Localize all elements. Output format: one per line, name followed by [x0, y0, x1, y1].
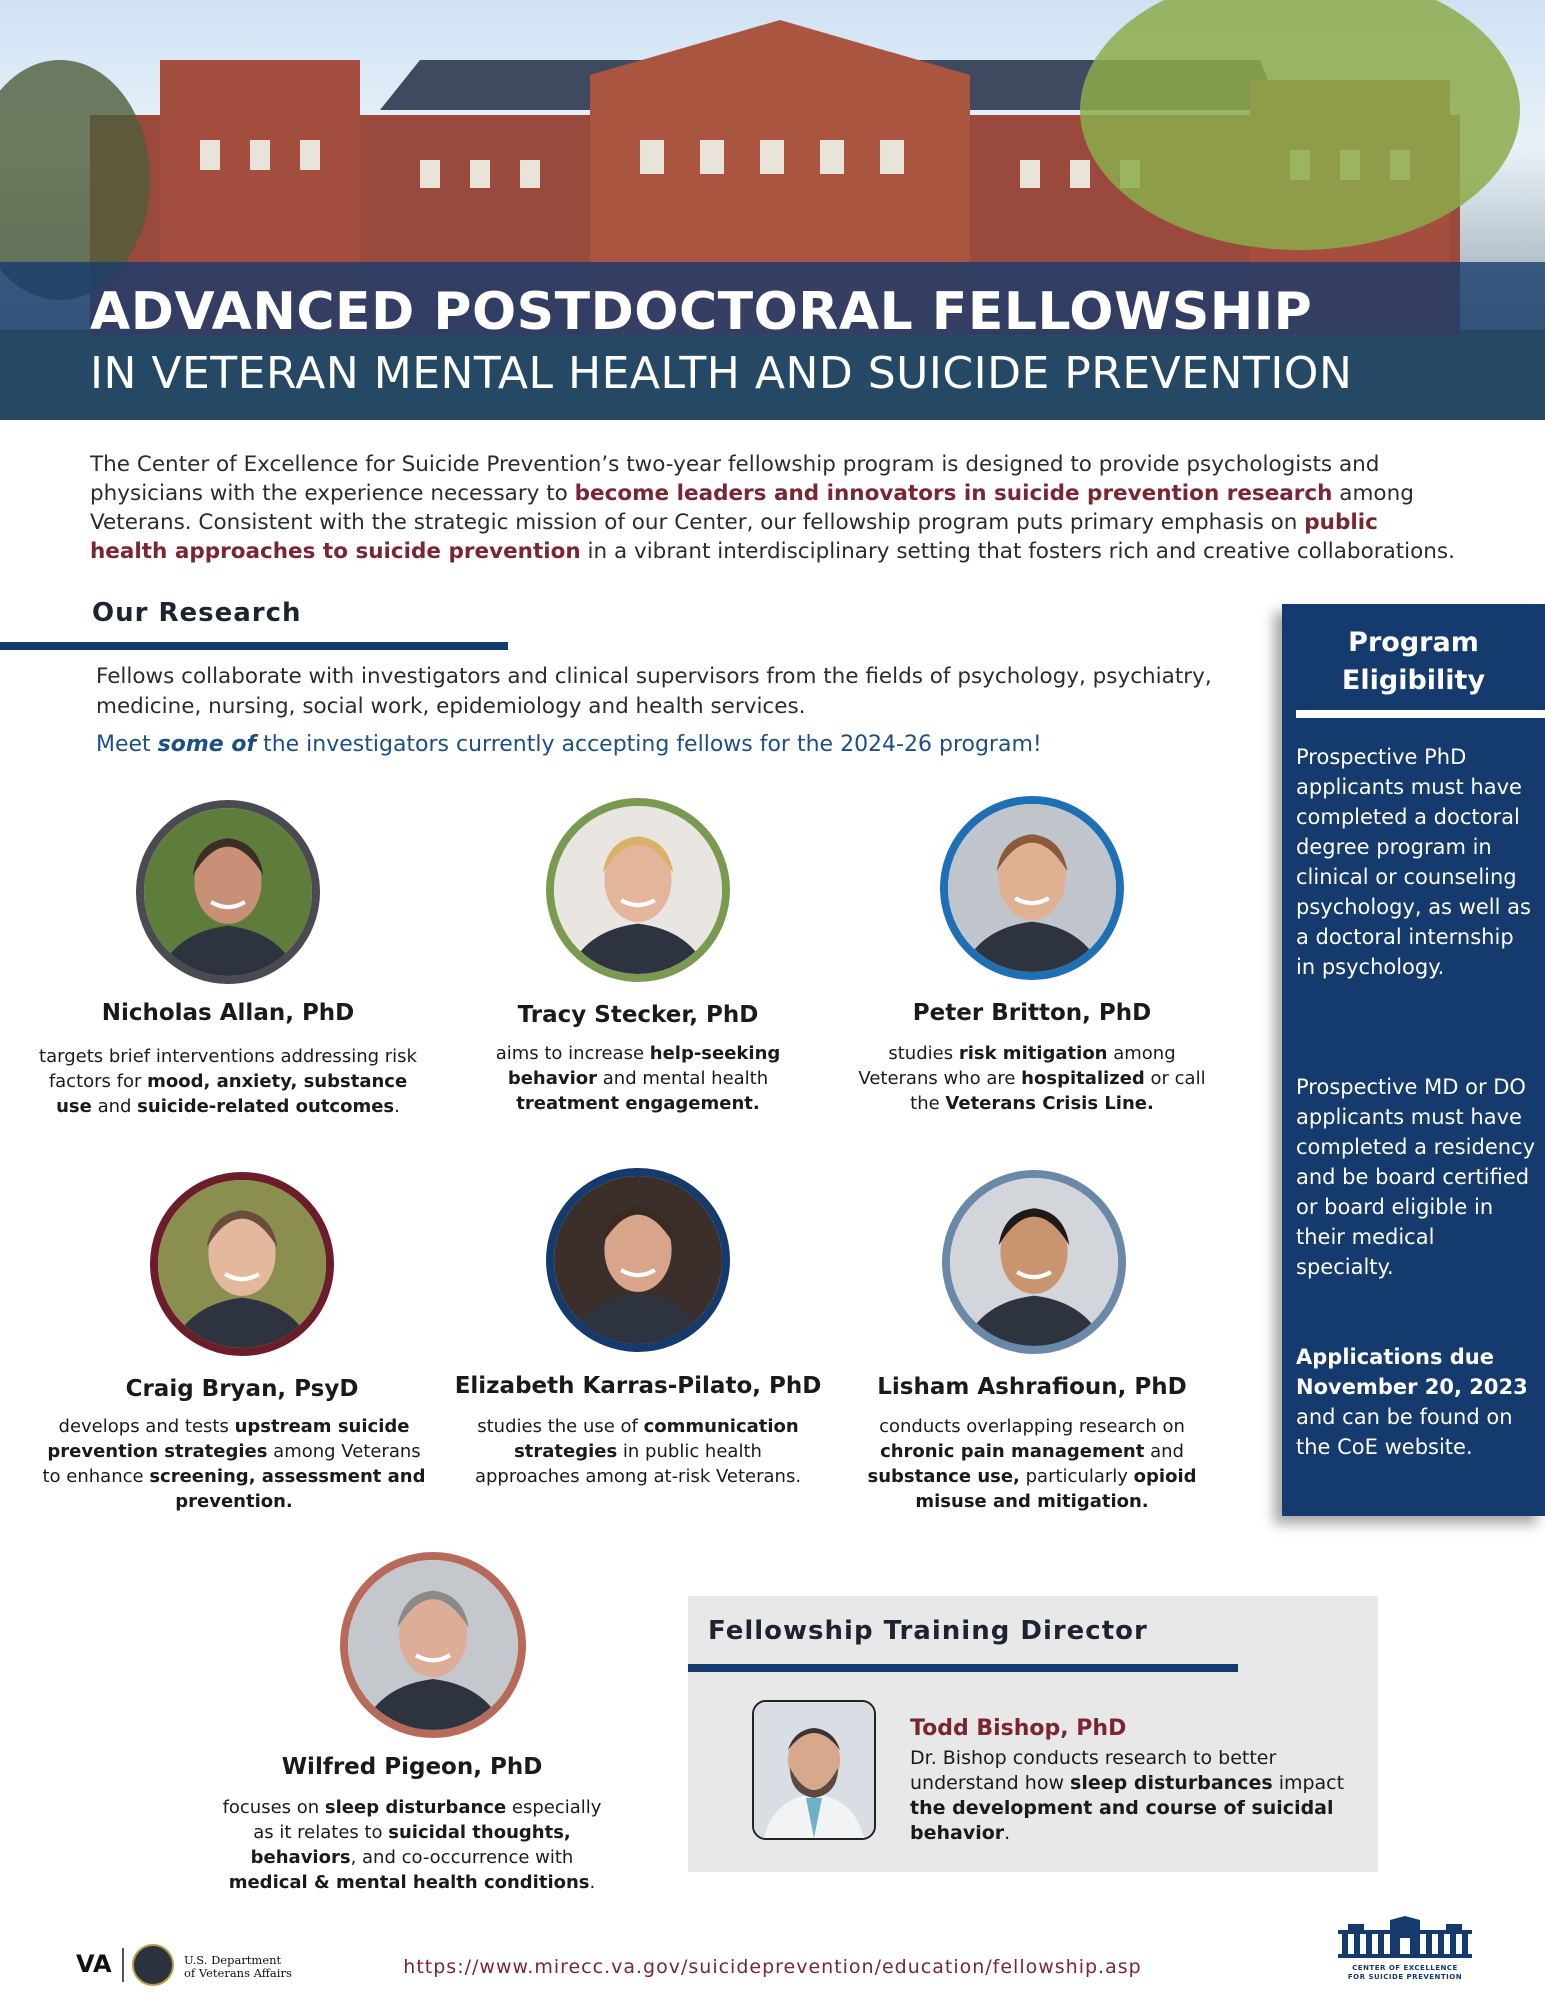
deadline-text: and can be found on the CoE website. — [1296, 1405, 1513, 1459]
application-deadline — [1296, 1342, 1536, 1462]
eligibility-sidebar — [1282, 604, 1545, 1516]
description-highlight: suicidal thoughts, behaviors — [250, 1822, 571, 1868]
investigator-photo — [942, 1170, 1126, 1354]
meet-emphasis: some of — [157, 732, 257, 757]
meet-line — [96, 732, 1196, 757]
description-text: aims to increase — [495, 1043, 650, 1064]
description-highlight: hospitalized — [1021, 1068, 1145, 1089]
coe-building-icon — [1338, 1916, 1472, 1960]
description-highlight: medical & mental health conditions — [228, 1872, 590, 1893]
meet-text: the investigators currently accepting fellows for the 2024-26 program! — [256, 732, 1042, 757]
investigator-name: Craig Bryan, PsyD — [125, 1376, 359, 1402]
research-rule — [0, 642, 508, 650]
description-highlight: opioid misuse and mitigation. — [915, 1466, 1197, 1512]
investigator-photo — [940, 796, 1124, 980]
person-portrait-icon — [348, 1560, 518, 1730]
description-text: develops and tests — [58, 1416, 235, 1437]
description-text: , and co-occurrence with — [350, 1847, 574, 1868]
sidebar-rule — [1296, 710, 1545, 718]
description-text: especially as it relates to — [253, 1797, 602, 1843]
director-highlight: sleep disturbances — [1070, 1772, 1273, 1794]
eligibility-md: Prospective MD or DO applicants must have completed a residency and be board certified or board eligible in their medical specialty. — [1296, 1075, 1536, 1279]
page-subtitle: IN VETERAN MENTAL HEALTH AND SUICIDE PREVENTION — [90, 348, 1353, 399]
person-portrait-icon — [948, 804, 1116, 972]
description-text: particularly — [1019, 1466, 1134, 1487]
hero-banner — [0, 0, 1545, 420]
director-highlight: the development and course of suicidal behavior — [910, 1797, 1334, 1844]
person-portrait-icon — [144, 808, 312, 976]
investigator-name: Tracy Stecker, PhD — [517, 1002, 759, 1028]
intro-highlight: public health approaches to suicide prevention — [90, 510, 1378, 564]
description-text: in public health approaches among at-risk Veterans. — [474, 1441, 802, 1487]
description-text: . — [394, 1096, 400, 1117]
director-heading: Fellowship Training Director — [708, 1616, 1148, 1646]
investigator-name: Lisham Ashrafioun, PhD — [877, 1374, 1187, 1400]
investigator-name: Wilfred Pigeon, PhD — [281, 1754, 543, 1780]
person-portrait-icon — [554, 806, 722, 974]
meet-text: Meet — [96, 732, 158, 757]
director-text: . — [1004, 1822, 1011, 1844]
va-logo: VA — [76, 1950, 112, 1978]
description-highlight: communication strategies — [514, 1416, 799, 1462]
description-highlight: suicide-related outcomes — [137, 1096, 395, 1117]
description-text: among Veterans to enhance — [42, 1441, 421, 1487]
sidebar-title: Program Eligibility — [1341, 627, 1486, 696]
description-text: focuses on — [222, 1797, 325, 1818]
investigator-description — [850, 1041, 1214, 1116]
person-portrait-icon — [554, 1176, 722, 1344]
investigator-description — [460, 1414, 816, 1489]
intro-highlight: become leaders and innovators in suicide prevention research — [574, 481, 1333, 506]
description-highlight: treatment engagement. — [516, 1093, 760, 1114]
investigator-name: Peter Britton, PhD — [912, 1000, 1152, 1026]
director-text: Dr. Bishop conducts research to better understand how — [910, 1747, 1277, 1794]
investigator-photo — [136, 800, 320, 984]
director-rule — [688, 1664, 1238, 1672]
deadline-date: Applications due November 20, 2023 — [1296, 1345, 1528, 1399]
dept-line: of Veterans Affairs — [184, 1966, 292, 1980]
description-highlight: help-seeking behavior — [507, 1043, 781, 1089]
dept-line: U.S. Department — [184, 1953, 282, 1967]
intro-text: in a vibrant interdisciplinary setting that fosters rich and creative collaborations. — [580, 539, 1455, 564]
intro-text: among Veterans. Consistent with the strategic mission of our Center, our fellowship program puts primary emphasis on — [90, 481, 1414, 535]
investigator-name: Elizabeth Karras-Pilato, PhD — [454, 1373, 822, 1399]
director-name: Todd Bishop, PhD — [910, 1716, 1127, 1741]
director-description — [910, 1746, 1360, 1846]
investigator-description — [460, 1041, 816, 1116]
investigator-photo — [150, 1172, 334, 1356]
description-highlight: mood, anxiety, substance use — [56, 1071, 408, 1117]
investigator-photo — [546, 798, 730, 982]
investigator-photo — [340, 1552, 526, 1738]
director-photo — [752, 1700, 876, 1840]
description-text: and — [91, 1096, 138, 1117]
description-text: targets brief interventions addressing risk factors for — [39, 1046, 417, 1092]
eligibility-phd: Prospective PhD applicants must have completed a doctoral degree program in clinical or counseling psychology, as well as a doctoral internship in psychology. — [1296, 745, 1531, 979]
director-panel — [688, 1596, 1378, 1872]
description-highlight: sleep disturbance — [324, 1797, 507, 1818]
coe-logo-text — [1330, 1964, 1480, 1982]
investigator-description — [36, 1414, 432, 1514]
description-highlight: upstream suicide prevention strategies — [47, 1416, 410, 1462]
research-heading: Our Research — [92, 598, 302, 628]
investigator-description — [850, 1414, 1214, 1514]
research-text: Fellows collaborate with investigators and clinical supervisors from the fields of psychology, psychiatry, medicine, nursing, social work, epidemiology and health services. — [96, 664, 1212, 719]
description-text: among Veterans who are — [858, 1043, 1176, 1089]
description-text: studies the use of — [477, 1416, 644, 1437]
description-highlight: screening, assessment and prevention. — [149, 1466, 426, 1512]
description-text: and — [1144, 1441, 1184, 1462]
description-text: . — [589, 1872, 596, 1893]
intro-text: The Center of Excellence for Suicide Prevention’s two-year fellowship program is designed to provide psychologists and physicians with the experience necessary to — [90, 452, 1380, 506]
description-text: conducts overlapping research on — [879, 1416, 1185, 1437]
description-highlight: substance use, — [867, 1466, 1020, 1487]
coe-line: CENTER OF EXCELLENCE — [1352, 1964, 1458, 1972]
director-text: impact — [1272, 1772, 1345, 1794]
description-highlight: Veterans Crisis Line. — [945, 1093, 1154, 1114]
person-portrait-icon — [158, 1180, 326, 1348]
investigator-description — [36, 1044, 420, 1119]
intro-paragraph — [90, 450, 1460, 566]
description-text: or call the — [910, 1068, 1206, 1114]
description-highlight: chronic pain management — [880, 1441, 1145, 1462]
person-portrait-icon — [754, 1702, 874, 1838]
description-highlight: risk mitigation — [958, 1043, 1108, 1064]
person-portrait-icon — [950, 1178, 1118, 1346]
description-text: studies — [888, 1043, 959, 1064]
investigator-photo — [546, 1168, 730, 1352]
page-title: ADVANCED POSTDOCTORAL FELLOWSHIP — [90, 282, 1313, 342]
investigator-description — [222, 1795, 602, 1895]
coe-line: FOR SUICIDE PREVENTION — [1347, 1973, 1463, 1981]
investigator-name: Nicholas Allan, PhD — [101, 1000, 355, 1026]
fellowship-url-link[interactable]: https://www.mirecc.va.gov/suicideprevention/education/fellowship.asp — [403, 1956, 1142, 1978]
description-text: and mental health — [597, 1068, 769, 1089]
